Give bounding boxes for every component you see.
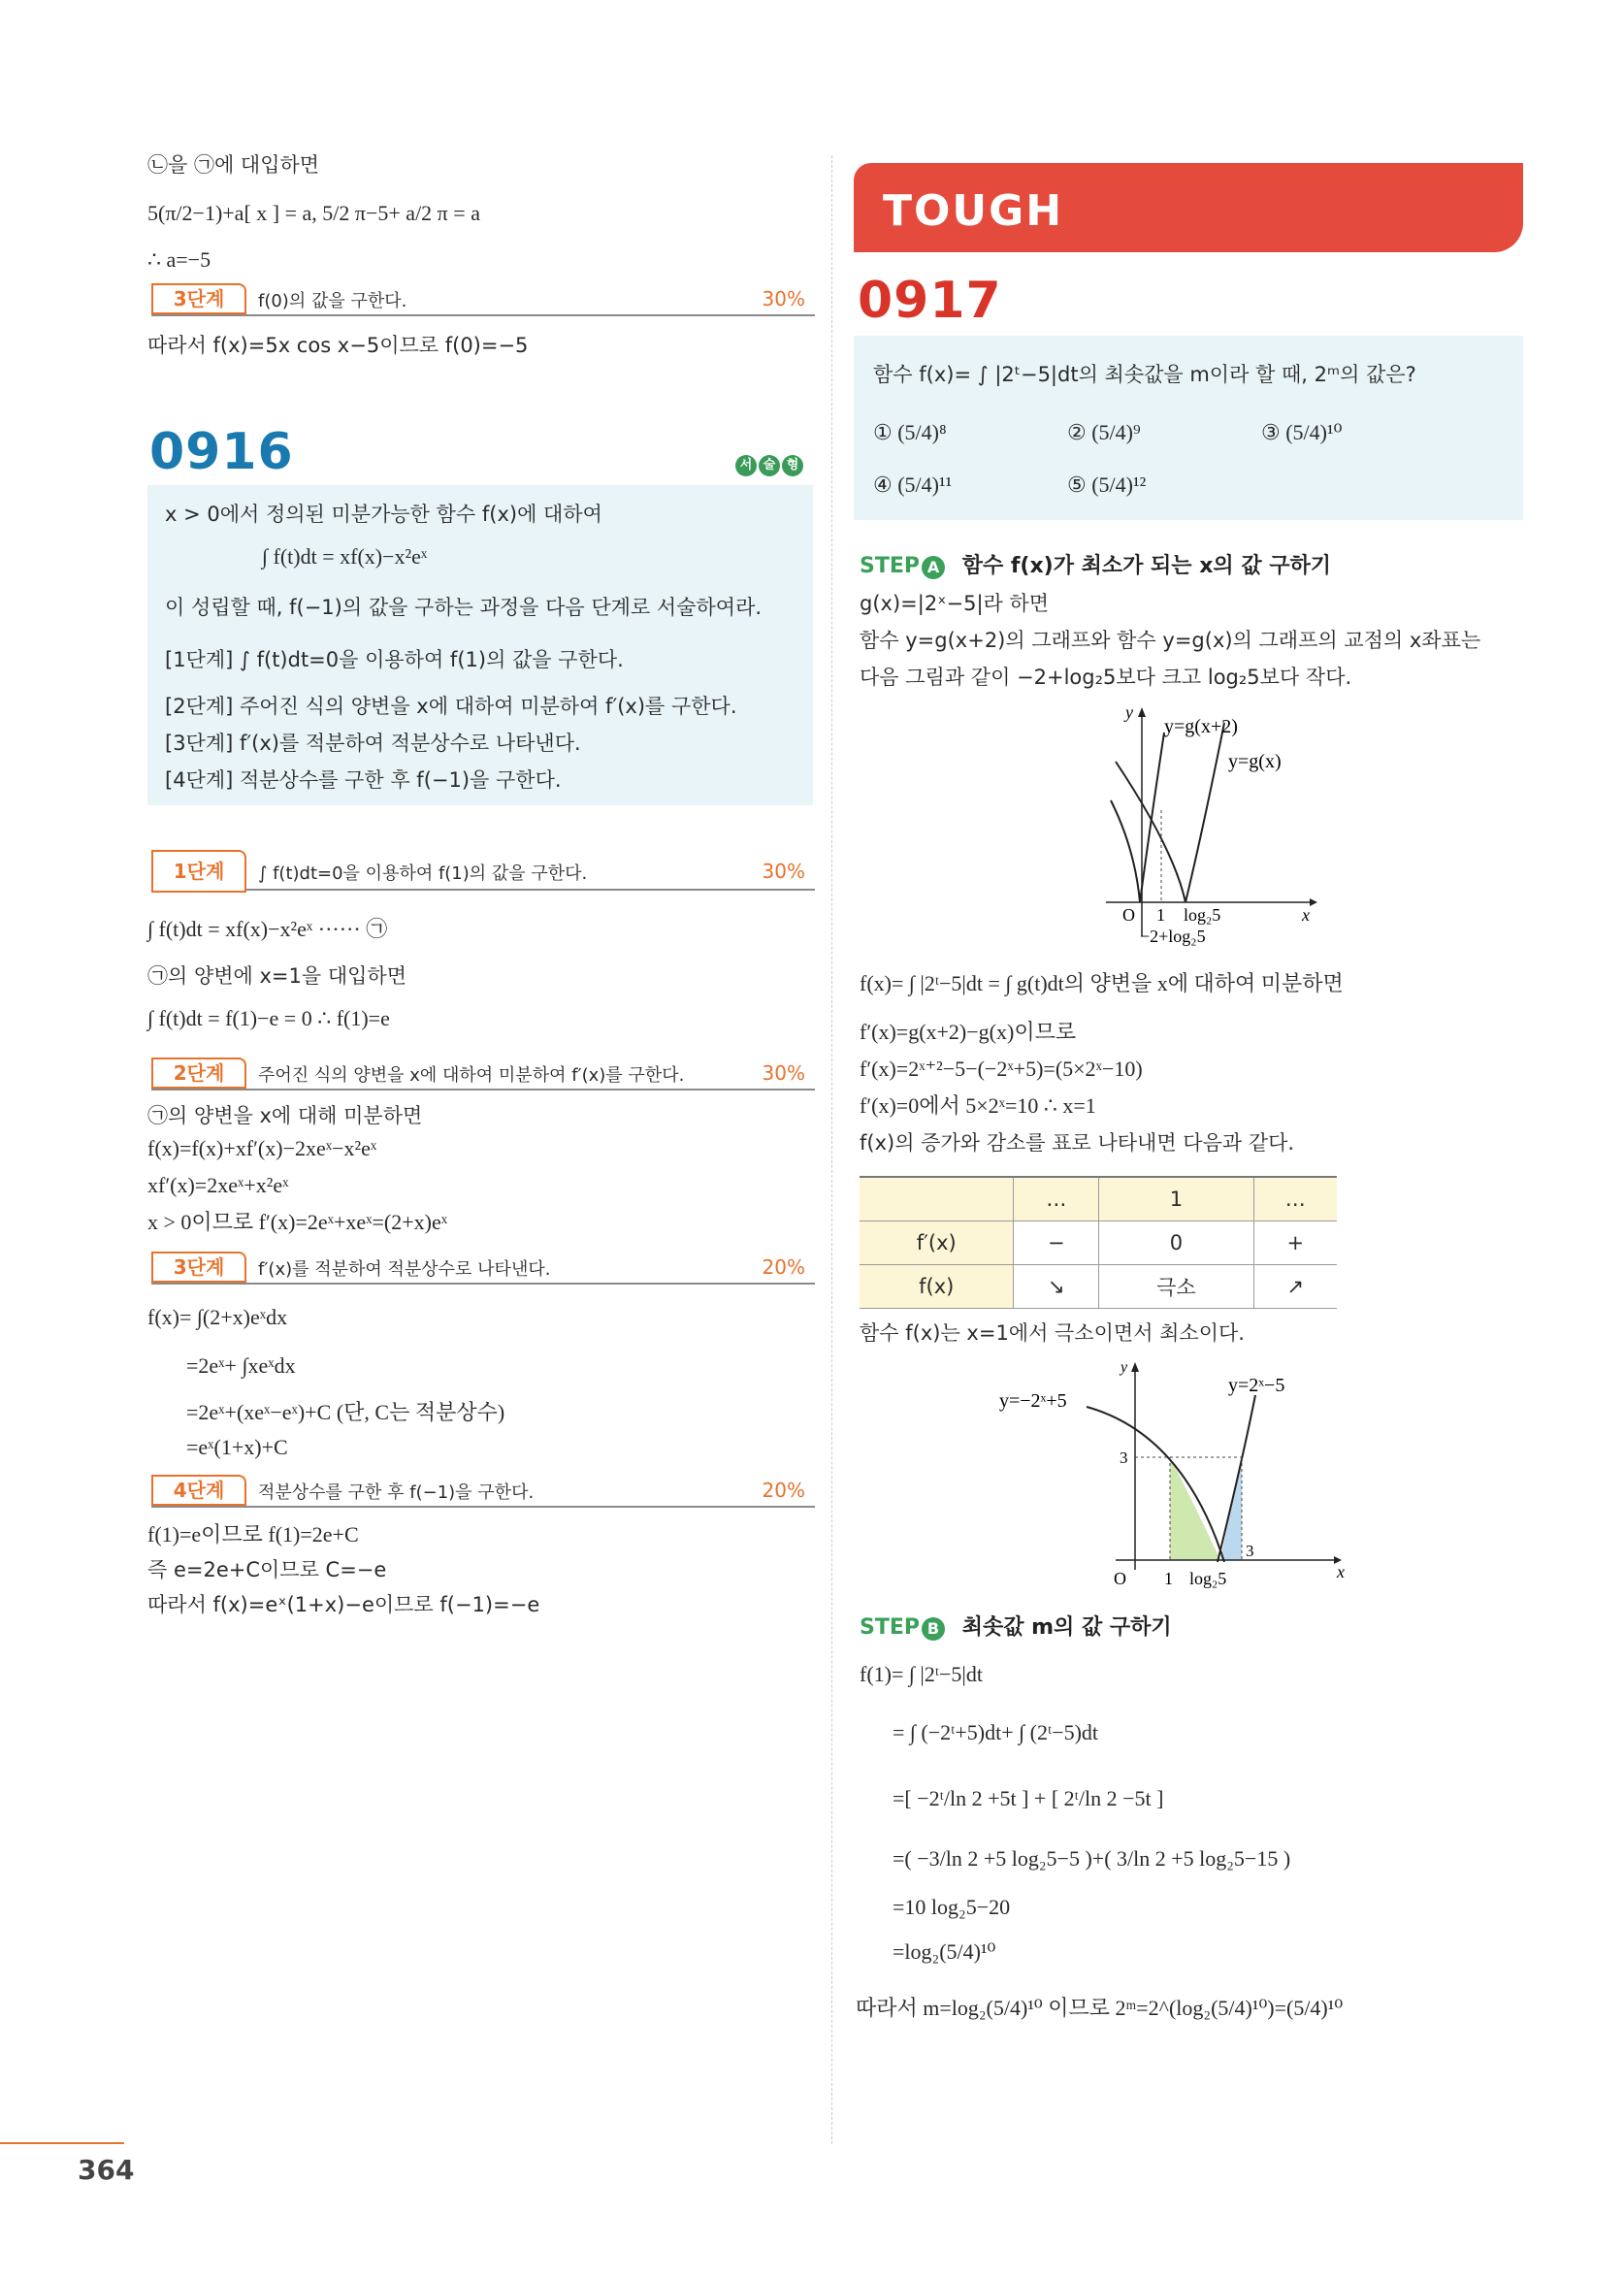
step-pct: 20%: [762, 1479, 805, 1502]
label-g-x: y=g(x): [1228, 751, 1282, 772]
choice-3: ③ (5/4)¹⁰: [1261, 420, 1343, 444]
problem-s3: [3단계] f′(x)를 적분하여 적분상수로 나타낸다.: [165, 732, 581, 755]
origin-label: O: [1114, 1569, 1126, 1588]
step-a-heading: [860, 549, 1331, 579]
step-b-heading: [860, 1611, 1172, 1641]
step-prefix: STEP: [860, 1615, 921, 1640]
table-cell: f′(x): [860, 1221, 1014, 1265]
b-l6: =log₂(5/4)¹⁰: [893, 1939, 996, 1964]
s2-l4: x > 0이므로 f′(x)=2eˣ+xeˣ=(2+x)eˣ: [147, 1210, 448, 1234]
substitution-line: 5(π/2−1)+a[ x ] = a, 5/2 π−5+ a/2 π = a: [147, 201, 480, 225]
problem-s1: [1단계] ∫ f(t)dt=0을 이용하여 f(1)의 값을 구한다.: [165, 648, 624, 671]
step-title: 함수 f(x)가 최소가 되는 x의 값 구하기: [961, 554, 1331, 578]
step-pct: 30%: [762, 860, 805, 883]
tick-log: log₂5: [1184, 905, 1221, 925]
x-label: x: [1302, 905, 1310, 925]
a-l3: 다음 그림과 같이 −2+log₂5보다 크고 log₂5보다 작다.: [860, 666, 1352, 689]
step-letter: B: [922, 1617, 945, 1641]
b-l1: f(1)= ∫ |2ᵗ−5|dt: [860, 1662, 983, 1686]
step-desc: 적분상수를 구한 후 f(−1)을 구한다.: [258, 1482, 535, 1503]
badge-seo: 서: [735, 455, 757, 476]
step-desc: ∫ f(t)dt=0을 이용하여 f(1)의 값을 구한다.: [258, 863, 588, 884]
step-pct: 20%: [762, 1255, 805, 1279]
choice-5: ⑤ (5/4)¹²: [1067, 472, 1147, 497]
table-cell: +: [1253, 1221, 1337, 1265]
table-cell: ↗: [1253, 1265, 1337, 1309]
y-arrow-icon: [1131, 1362, 1139, 1372]
b-l7: 따라서 m=log₂(5/4)¹⁰ 이므로 2ᵐ=2^(log₂(5/4)¹⁰)=(5/4)¹⁰: [856, 1996, 1344, 2020]
y-arrow-icon: [1138, 707, 1146, 717]
table-cell: [860, 1177, 1014, 1221]
step-desc: 주어진 식의 양변을 x에 대하여 미분하여 f′(x)를 구한다.: [258, 1065, 685, 1086]
s3-l4: =eˣ(1+x)+C: [186, 1435, 288, 1459]
step-label: 3단계: [151, 1252, 246, 1283]
graph-g: [1048, 703, 1339, 956]
s4-l2: 즉 e=2e+C이므로 C=−e: [147, 1558, 387, 1581]
s2-l3: xf′(x)=2xeˣ+x²eˣ: [147, 1173, 289, 1197]
tick-log: log₂5: [1189, 1569, 1227, 1588]
a-l7: f′(x)=0에서 5×2ˣ=10 ∴ x=1: [860, 1093, 1096, 1118]
s1-l3: ∫ f(t)dt = f(1)−e = 0 ∴ f(1)=e: [147, 1006, 390, 1030]
y-label: y: [1125, 703, 1133, 722]
x-arrow-icon: [1310, 898, 1317, 906]
tough-label: TOUGH: [883, 186, 1064, 236]
intro-line: ㉡을 ㉠에 대입하면: [147, 153, 320, 177]
table-row: [860, 1265, 1337, 1309]
shaded-left-region: [1170, 1457, 1220, 1560]
step-label: 4단계: [151, 1475, 246, 1506]
tick-neglog: −2+log₂5: [1140, 927, 1206, 946]
a-l2: 함수 y=g(x+2)의 그래프와 함수 y=g(x)의 그래프의 교점의 x좌표는: [860, 629, 1481, 652]
step-label: 1단계: [151, 850, 246, 893]
x-label: x: [1337, 1562, 1345, 1581]
a-l8: f(x)의 증가와 감소를 표로 나타내면 다음과 같다.: [860, 1131, 1295, 1155]
a-l1: g(x)=|2ˣ−5|라 하면: [860, 592, 1050, 615]
a-l4: f(x)= ∫ |2ᵗ−5|dt = ∫ g(t)dt의 양변을 x에 대하여 미분하면: [860, 971, 1344, 995]
badge-sul: 술: [759, 455, 780, 476]
problem-eq: ∫ f(t)dt = xf(x)−x²eˣ: [262, 544, 428, 569]
step-title: 최솟값 m의 값 구하기: [961, 1615, 1172, 1640]
s4-l1: f(1)=e이므로 f(1)=2e+C: [147, 1522, 359, 1546]
b-l2: = ∫ (−2ᵗ+5)dt+ ∫ (2ᵗ−5)dt: [893, 1720, 1099, 1744]
step-prefix: STEP: [860, 554, 921, 578]
tick-one: 1: [1156, 905, 1165, 925]
choice-1: ① (5/4)⁸: [873, 420, 947, 444]
therefore-a: ∴ a=−5: [147, 247, 211, 272]
curve-g-x: [1116, 723, 1224, 902]
table-cell: −: [1014, 1221, 1099, 1265]
b-l5: =10 log₂5−20: [893, 1895, 1011, 1919]
s3-l1: f(x)= ∫(2+x)eˣdx: [147, 1305, 288, 1329]
origin-label: O: [1122, 905, 1135, 925]
step-pct: 30%: [762, 1061, 805, 1085]
s4-l3: 따라서 f(x)=eˣ(1+x)−e이므로 f(−1)=−e: [147, 1593, 540, 1616]
table-cell: 0: [1099, 1221, 1253, 1265]
table-row: [860, 1221, 1337, 1265]
s2-l2: f(x)=f(x)+xf′(x)−2xeˣ−x²eˣ: [147, 1136, 377, 1160]
tough-banner: [854, 163, 1523, 252]
tick-three-y: 3: [1120, 1449, 1128, 1467]
graph-area: [999, 1356, 1368, 1599]
sign-table: [860, 1176, 1337, 1309]
question: 함수 f(x)= ∫ |2ᵗ−5|dt의 최솟값을 m이라 할 때, 2ᵐ의 값은?: [873, 363, 1416, 386]
tick-one: 1: [1164, 1569, 1173, 1588]
step-label: 3단계: [151, 283, 246, 314]
label-neg-exp: y=−2ˣ+5: [999, 1390, 1067, 1412]
column-divider: [831, 155, 832, 2144]
page-number-rule: [0, 2142, 124, 2144]
s1-l2: ㉠의 양변에 x=1을 대입하면: [147, 964, 406, 988]
s2-l1: ㉠의 양변을 x에 대해 미분하면: [147, 1104, 423, 1127]
a-l5: f′(x)=g(x+2)−g(x)이므로: [860, 1020, 1077, 1044]
step-label: 2단계: [151, 1058, 246, 1089]
step-desc: f(0)의 값을 구한다.: [258, 291, 407, 311]
problem-line1: x > 0에서 정의된 미분가능한 함수 f(x)에 대하여: [165, 503, 602, 526]
problem-number: 0917: [858, 272, 1002, 330]
step3-prev-bar: [151, 283, 815, 316]
table-cell: f(x): [860, 1265, 1014, 1309]
s1-eq: ∫ f(t)dt = xf(x)−x²eˣ ······ ㉠: [147, 917, 388, 941]
a-l9: 함수 f(x)는 x=1에서 극소이면서 최소이다.: [860, 1321, 1245, 1345]
s3-l3: =2eˣ+(xeˣ−eˣ)+C (단, C는 적분상수): [186, 1400, 505, 1424]
result-line: 따라서 f(x)=5x cos x−5이므로 f(0)=−5: [147, 334, 529, 357]
tick-three-x: 3: [1246, 1542, 1254, 1560]
table-cell: …: [1253, 1177, 1337, 1221]
b-l3: =[ −2ᵗ/ln 2 +5t ] + [ 2ᵗ/ln 2 −5t ]: [893, 1786, 1164, 1810]
table-row: [860, 1177, 1337, 1221]
s3-l2: =2eˣ+ ∫xeˣdx: [186, 1353, 296, 1378]
problem-line2: 이 성립할 때, f(−1)의 값을 구하는 과정을 다음 단계로 서술하여라.: [165, 596, 763, 619]
problem-s2: [2단계] 주어진 식의 양변을 x에 대하여 미분하여 f′(x)를 구한다.: [165, 695, 737, 718]
table-cell: ↘: [1014, 1265, 1099, 1309]
step3-bar: [151, 1252, 815, 1285]
problem-s4: [4단계] 적분상수를 구한 후 f(−1)을 구한다.: [165, 768, 562, 792]
problem-box: [147, 485, 813, 805]
choice-4: ④ (5/4)¹¹: [873, 472, 953, 497]
problem-number: 0916: [149, 423, 294, 481]
choice-2: ② (5/4)⁹: [1067, 420, 1141, 444]
badge-hyeong: 형: [782, 455, 803, 476]
a-l6: f′(x)=2ˣ⁺²−5−(−2ˣ+5)=(5×2ˣ−10): [860, 1057, 1143, 1081]
y-label: y: [1121, 1359, 1128, 1376]
step-letter: A: [922, 556, 945, 579]
table-cell: 극소: [1099, 1265, 1253, 1309]
step-pct: 30%: [762, 287, 805, 310]
step-desc: f′(x)를 적분하여 적분상수로 나타낸다.: [258, 1259, 551, 1280]
step4-bar: [151, 1475, 815, 1508]
curve-g-x-plus-2: [1111, 733, 1164, 902]
page-number: 364: [78, 2154, 135, 2186]
table-cell: 1: [1099, 1177, 1253, 1221]
step1-bar: [151, 850, 815, 891]
b-l4: =( −3/ln 2 +5 log₂5−5 )+( 3/ln 2 +5 log₂5−15 ): [893, 1846, 1291, 1871]
label-g-x-plus-2: y=g(x+2): [1164, 716, 1238, 737]
step2-bar: [151, 1058, 815, 1091]
label-exp: y=2ˣ−5: [1228, 1375, 1285, 1396]
table-cell: …: [1014, 1177, 1099, 1221]
